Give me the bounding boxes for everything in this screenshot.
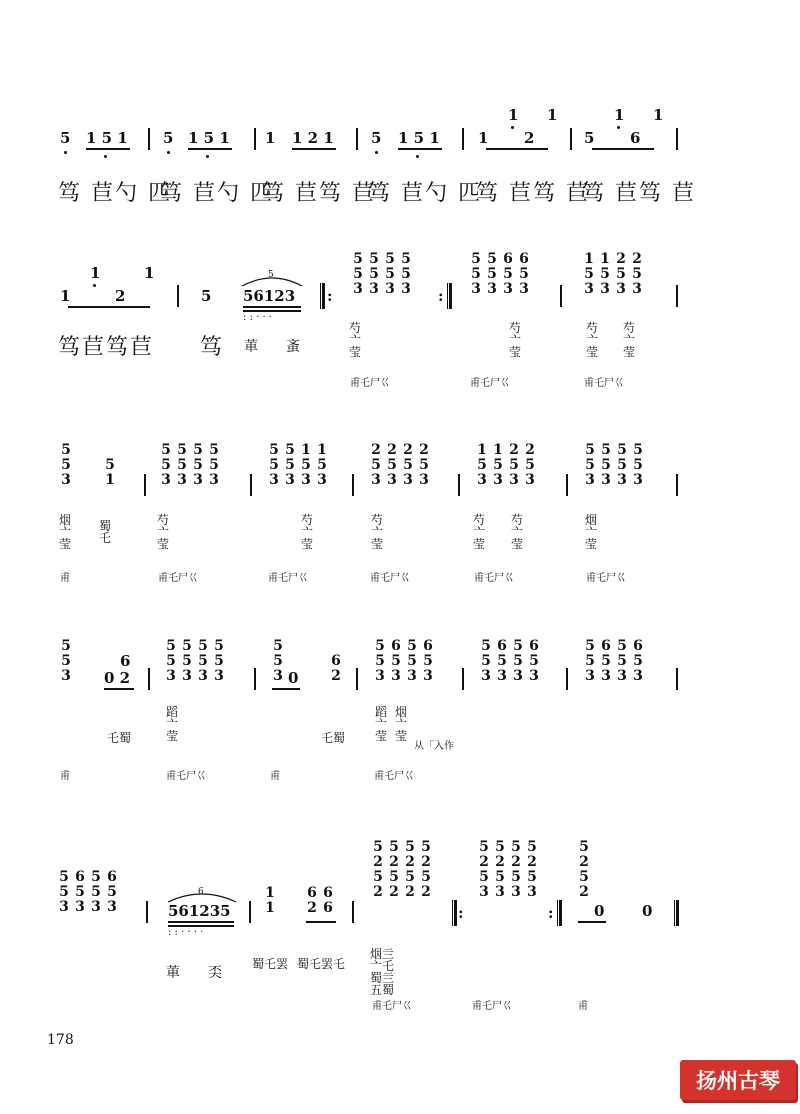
- fingering-label: 甫乇尸巜: [370, 573, 410, 584]
- chord: 5 5 3: [601, 442, 611, 488]
- barline: [566, 668, 568, 690]
- chord: 5 5 3: [177, 442, 187, 488]
- chord: 5 5 3: [385, 251, 395, 297]
- beam: [86, 148, 130, 150]
- chord: 5 5 3: [375, 638, 385, 684]
- note: 1: [653, 106, 664, 124]
- jianzi-stack: 芍 亠 莹: [472, 513, 485, 551]
- beam: [243, 306, 301, 308]
- annotation-note: 从「入作: [414, 741, 454, 752]
- barline: [250, 474, 252, 496]
- jianzi-stack: 蜀乇罢乇: [296, 957, 345, 971]
- barline: [254, 668, 256, 690]
- note: 1: [144, 264, 155, 282]
- chord: 1 5 3: [584, 251, 594, 297]
- chord: 5 5 3: [585, 638, 595, 684]
- note: 0: [594, 902, 605, 920]
- beam: [292, 148, 336, 150]
- fingering-label: 甫乇尸巜: [268, 573, 308, 584]
- beam: [486, 148, 548, 150]
- chord: 1 5 3: [493, 442, 503, 488]
- repeat-end: [447, 283, 452, 309]
- chord: 6 2: [331, 653, 341, 684]
- note: 1 5 1: [398, 129, 440, 147]
- chord: 2 5 3: [419, 442, 429, 488]
- beam: [168, 921, 234, 923]
- jianzi-stack: 芍 亠 莹: [370, 513, 383, 551]
- barline: [676, 474, 678, 496]
- chord: 5 5 3: [59, 869, 69, 915]
- note: 5: [584, 129, 595, 147]
- jianzi-stack: 蹈 亠 莹: [165, 705, 178, 743]
- chord: 5 5 3: [269, 442, 279, 488]
- barline: [462, 668, 464, 690]
- jianzi-stack: 芍 亠 莹: [585, 321, 598, 359]
- fingering-label: 甫乇尸巜: [350, 378, 390, 389]
- chord: 5 2 5 3: [527, 839, 537, 900]
- beam: [272, 688, 300, 690]
- note-dot: [104, 155, 107, 158]
- note: 1: [90, 264, 101, 282]
- repeat-start: [320, 283, 325, 309]
- note: 56123: [243, 287, 296, 305]
- barline: [676, 128, 678, 150]
- chord: 5 5 3: [209, 442, 219, 488]
- slur-number: 5: [268, 270, 274, 280]
- chord: 5 2 5 2: [389, 839, 399, 900]
- jianzi-b: 笃: [200, 335, 225, 360]
- jianzi-stack: 芍 亠 莹: [508, 321, 521, 359]
- chord: 5 5 3: [91, 869, 101, 915]
- chord: 5 5 3: [401, 251, 411, 297]
- chord: 5 5 3: [61, 442, 71, 488]
- jianzi-stack: 芍 亠 莹: [156, 513, 169, 551]
- chord: 5 5 3: [182, 638, 192, 684]
- fingering-label: 甫: [578, 1001, 588, 1012]
- chord: 2 5 3: [632, 251, 642, 297]
- chord: 5 5 3: [285, 442, 295, 488]
- beam: [592, 148, 654, 150]
- jianzi-stack: 芍 亠 莹: [300, 513, 313, 551]
- chord: 1 5 3: [301, 442, 311, 488]
- barline: [462, 128, 464, 150]
- chord: 5 5 3: [369, 251, 379, 297]
- final-barline: [674, 900, 679, 926]
- note-dot: [416, 155, 419, 158]
- chord: 6 5 3: [391, 638, 401, 684]
- beam: [578, 921, 606, 923]
- dots: : : · · · ·: [168, 927, 204, 938]
- jianzi-5: 笃 苣笃 苣: [476, 181, 590, 206]
- repeat-end: [557, 900, 562, 926]
- note: 561235: [168, 902, 231, 920]
- chord: 1 5 3: [317, 442, 327, 488]
- note: 5: [371, 129, 382, 147]
- chord: 2 5 3: [616, 251, 626, 297]
- chord: 5 2 5 2: [579, 839, 589, 900]
- note-dot: [617, 126, 620, 129]
- note: 1: [614, 106, 625, 124]
- chord: 5 5 3: [617, 442, 627, 488]
- note: 1: [265, 129, 276, 147]
- chord: 2 5 3: [371, 442, 381, 488]
- chord: 5 5 3: [471, 251, 481, 297]
- jianzi-4: 笃 苣勺 匹: [368, 181, 482, 206]
- note: 0: [288, 669, 299, 687]
- chord: 6 5 3: [529, 638, 539, 684]
- fingering-label: 甫乇尸巜: [584, 378, 624, 389]
- chord: 5 5 3: [617, 638, 627, 684]
- chord: 1 5 3: [477, 442, 487, 488]
- slur-number: 6: [198, 887, 204, 897]
- jianzi-2: 笃 苣勺 匹: [160, 181, 274, 206]
- beam: [306, 921, 336, 923]
- jianzi-stack: 烟 亠 莹: [58, 513, 71, 551]
- fingering-label: 甫乇尸巜: [372, 1001, 412, 1012]
- jianzi-stack: 芍 亠 莹: [622, 321, 635, 359]
- chord: 5 2 5 3: [511, 839, 521, 900]
- barline: [356, 668, 358, 690]
- chord: 6 5 3: [497, 638, 507, 684]
- jianzi-stack: 烟 亠 莹: [394, 705, 407, 743]
- jianzi-6: 笃 苣笃 苣: [582, 181, 696, 206]
- barline: [458, 474, 460, 496]
- repeat-colon: :: [327, 287, 333, 305]
- barline: [144, 474, 146, 496]
- chord: 5 2 5 2: [405, 839, 415, 900]
- chord: 5 5 3: [353, 251, 363, 297]
- chord: 5 5 3: [481, 638, 491, 684]
- note-dot: [511, 126, 514, 129]
- jianzi-3: 笃 苣笃 苣: [262, 181, 376, 206]
- chord: 5 5 3: [166, 638, 176, 684]
- note-dot: [93, 284, 96, 287]
- note-dot: [206, 155, 209, 158]
- note: 6: [120, 652, 131, 670]
- chord: 6 5 3: [423, 638, 433, 684]
- chord: 5 5 3: [585, 442, 595, 488]
- dots: : : · · ·: [243, 312, 272, 323]
- chord: 5 2 5 3: [495, 839, 505, 900]
- chord: 6 5 3: [519, 251, 529, 297]
- barline: [146, 901, 148, 923]
- chord: 5 5 3: [61, 638, 71, 684]
- jianzi-stack: 蜀 乇: [98, 519, 111, 545]
- chord: 5 2 5 3: [479, 839, 489, 900]
- chord: 6 2: [307, 885, 317, 916]
- jianzi-stack: 烟亖 亠乇 蜀亖 五蜀: [370, 947, 395, 997]
- note: 1 5 1: [86, 129, 128, 147]
- fingering-label: 甫: [60, 573, 70, 584]
- chord: 6 5 3: [633, 638, 643, 684]
- chord: 6 6: [323, 885, 333, 916]
- fingering-label: 甫乇尸巜: [470, 378, 510, 389]
- note: 1: [60, 287, 71, 305]
- note-dot: [167, 151, 170, 154]
- jianzi-stack: 蹈 亠 莹: [374, 705, 387, 743]
- note: 5: [60, 129, 71, 147]
- jianzi-c: 莗: [244, 339, 260, 355]
- chord: 5 2 5 2: [421, 839, 431, 900]
- beam: [104, 688, 134, 690]
- chord: 2 5 3: [403, 442, 413, 488]
- note: 0: [642, 902, 653, 920]
- fingering-label: 甫: [60, 771, 70, 782]
- repeat-colon: :: [458, 904, 464, 922]
- note: 6: [630, 129, 641, 147]
- jianzi-e: 莗: [166, 965, 182, 981]
- page-number: 178: [47, 1032, 74, 1048]
- chord: 6 5 3: [601, 638, 611, 684]
- note: 1 5 1: [188, 129, 230, 147]
- note: 1: [547, 106, 558, 124]
- repeat-colon: :: [438, 287, 444, 305]
- chord: 5 1: [105, 457, 115, 488]
- chord: 5 5 3: [198, 638, 208, 684]
- chord: 1 5 3: [600, 251, 610, 297]
- fingering-label: 甫: [270, 771, 280, 782]
- barline: [254, 128, 256, 150]
- chord: 5 5 3: [633, 442, 643, 488]
- chord: 6 5 3: [107, 869, 117, 915]
- jianzi-stack: 芍 亠 莹: [510, 513, 523, 551]
- chord: 5 5 3: [214, 638, 224, 684]
- fingering-label: 甫乇尸巜: [586, 573, 626, 584]
- repeat-start: [452, 900, 457, 926]
- barline: [676, 285, 678, 307]
- jianzi-stack: 乇蜀: [320, 731, 345, 745]
- beam: [188, 148, 232, 150]
- note-dot: [64, 151, 67, 154]
- fingering-label: 甫乇尸巜: [474, 573, 514, 584]
- note: 5: [163, 129, 174, 147]
- jianzi-stack: 蜀乇罢: [251, 957, 288, 971]
- note: 2: [524, 129, 535, 147]
- fingering-label: 甫乇尸巜: [166, 771, 206, 782]
- jianzi-stack: 芍 亠 莹: [348, 321, 361, 359]
- note: 5: [201, 287, 212, 305]
- beam: [398, 148, 442, 150]
- watermark-logo: 扬州古琴: [680, 1060, 796, 1100]
- jianzi-f: 奀: [208, 965, 224, 981]
- barline: [177, 285, 179, 307]
- note: 2: [115, 287, 126, 305]
- chord: 2 5 3: [509, 442, 519, 488]
- note: 1 2 1: [292, 129, 334, 147]
- chord: 5 5 3: [407, 638, 417, 684]
- chord: 6 5 3: [75, 869, 85, 915]
- barline: [148, 668, 150, 690]
- beam: [68, 306, 150, 308]
- chord: 5 5 3: [487, 251, 497, 297]
- barline: [566, 474, 568, 496]
- chord: 5 5 3: [193, 442, 203, 488]
- chord: 5 5 3: [273, 638, 283, 684]
- note: 1: [478, 129, 489, 147]
- barline: [560, 285, 562, 307]
- barline: [148, 128, 150, 150]
- fingering-label: 甫乇尸巜: [374, 771, 414, 782]
- jianzi-stack: 乇蜀: [106, 731, 131, 745]
- barline: [352, 901, 354, 923]
- fingering-label: 甫乇尸巜: [158, 573, 198, 584]
- barline: [249, 901, 251, 923]
- chord: 6 5 3: [503, 251, 513, 297]
- repeat-colon: :: [548, 904, 554, 922]
- jianzi-1: 笃 苣勺 匹: [58, 181, 172, 206]
- chord: 5 5 3: [513, 638, 523, 684]
- chord: 5 5 3: [161, 442, 171, 488]
- jianzi-stack: 烟 亠 莹: [584, 513, 597, 551]
- note: 1: [508, 106, 519, 124]
- chord: 2 5 3: [525, 442, 535, 488]
- barline: [570, 128, 572, 150]
- jianzi-a: 笃苣笃苣: [58, 335, 155, 360]
- fingering-label: 甫乇尸巜: [472, 1001, 512, 1012]
- note-dot: [375, 151, 378, 154]
- chord: 5 2 5 2: [373, 839, 383, 900]
- barline: [356, 128, 358, 150]
- note: 0 2: [104, 669, 131, 687]
- barline: [676, 668, 678, 690]
- chord: 1 1: [265, 885, 275, 916]
- chord: 2 5 3: [387, 442, 397, 488]
- jianzi-d: 蚉: [286, 339, 302, 355]
- barline: [352, 474, 354, 496]
